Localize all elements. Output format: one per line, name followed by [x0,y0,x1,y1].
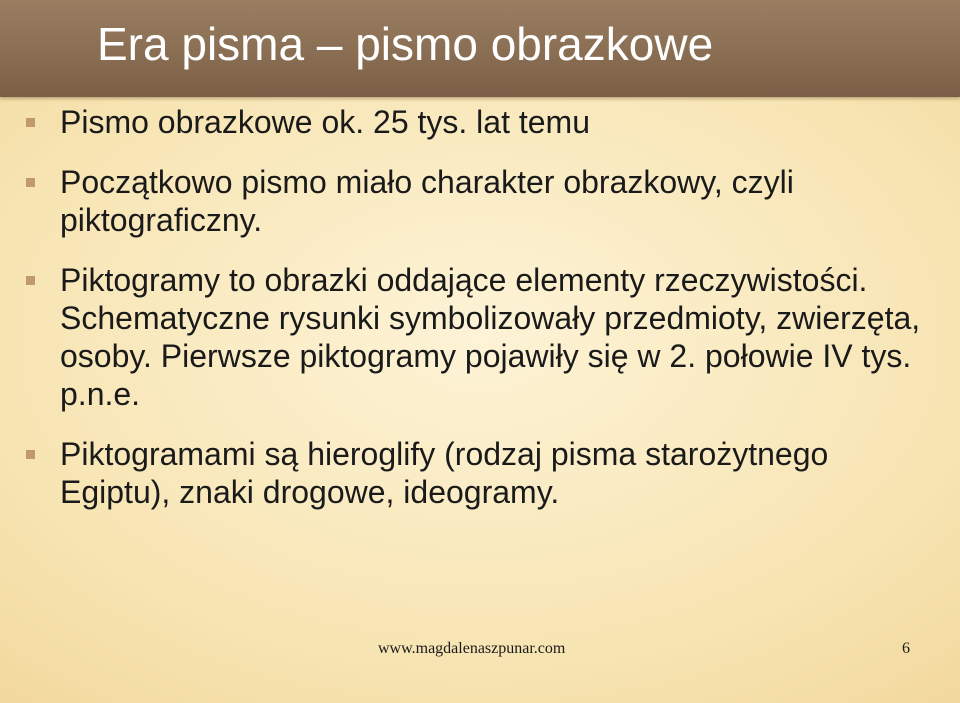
slide-number: 6 [902,640,910,657]
bullet-text: Piktogramami są hieroglify (rodzaj pisma starożytnego Egiptu), znaki drogowe, ideogramy. [60,436,829,510]
bullet-text: Pismo obrazkowe ok. 25 tys. lat temu [60,104,590,140]
footer-url: www.magdalenaszpunar.com [378,640,566,657]
bullet-item [0,261,960,413]
title-bar [0,0,960,97]
bullet-text: Początkowo pismo miało charakter obrazkowy, czyli piktograficzny. [60,164,794,238]
square-bullet-icon [26,178,35,187]
square-bullet-icon [26,118,35,127]
slide-title: Era pisma – pismo obrazkowe [97,18,714,70]
square-bullet-icon [26,450,35,459]
bullet-list [0,103,960,511]
square-bullet-icon [26,276,35,285]
bullet-item [0,103,960,141]
bullet-item [0,163,960,239]
bullet-text: Piktogramy to obrazki oddające elementy rzeczywistości. Schematyczne rysunki symbolizowały przedmioty, zwierzęta, osoby. Pierwsze piktogramy pojawiły się w 2. połowie IV tys. p.n.e. [60,262,921,412]
bullet-item [0,435,960,511]
